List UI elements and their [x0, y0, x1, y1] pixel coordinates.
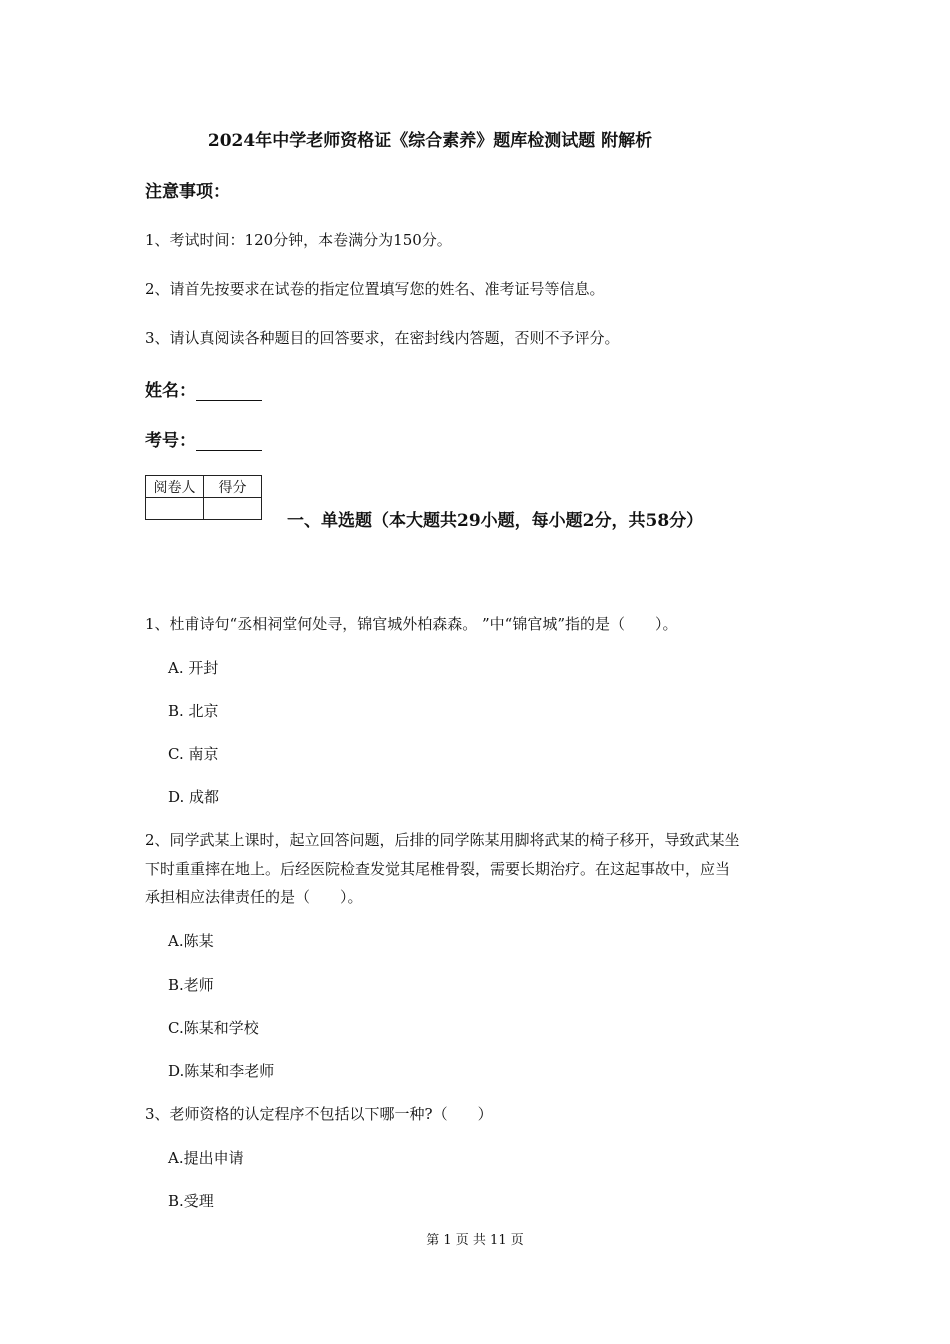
question-2-option-d: D.陈某和李老师: [168, 1062, 275, 1080]
question-2-text-line-2: 下时重重摔在地上。后经医院检查发觉其尾椎骨裂，需要长期治疗。在这起事故中，应当: [145, 860, 731, 878]
question-1-option-c: C. 南京: [168, 745, 219, 763]
id-blank: [196, 434, 262, 451]
notice-item-3: 3、请认真阅读各种题目的回答要求，在密封线内答题，否则不予评分。: [145, 329, 620, 347]
question-3-option-a: A.提出申请: [168, 1149, 244, 1167]
name-blank: [196, 384, 262, 401]
score-cell: [204, 498, 262, 520]
question-3-text: 3、老师资格的认定程序不包括以下哪一种?（ ）: [145, 1105, 493, 1123]
document-title: 2024年中学老师资格证《综合素养》题库检测试题 附解析: [207, 131, 653, 151]
question-1-option-b: B. 北京: [168, 702, 219, 720]
score-header: 得分: [204, 476, 262, 498]
question-1-option-a: A. 开封: [168, 659, 219, 677]
page-footer: 第 1 页 共 11 页: [426, 1233, 524, 1248]
question-1-text: 1、杜甫诗句“丞相祠堂何处寻，锦官城外柏森森。 ”中“锦官城”指的是（ ）。: [145, 615, 678, 633]
question-3-option-b: B.受理: [168, 1192, 214, 1210]
section-title: 一、单选题（本大题共29小题，每小题2分，共58分）: [287, 511, 704, 531]
notice-item-2: 2、请首先按要求在试卷的指定位置填写您的姓名、准考证号等信息。: [145, 280, 605, 298]
question-2-text-line-1: 2、同学武某上课时，起立回答问题，后排的同学陈某用脚将武某的椅子移开，导致武某坐: [145, 831, 740, 849]
reviewer-cell: [146, 498, 204, 520]
reviewer-header: 阅卷人: [146, 476, 204, 498]
notice-item-1: 1、考试时间：120分钟，本卷满分为150分。: [145, 231, 452, 249]
notice-heading: 注意事项：: [145, 182, 230, 202]
question-2-text-line-3: 承担相应法律责任的是（ ）。: [145, 888, 363, 906]
score-table: [145, 475, 262, 520]
id-field: [145, 426, 262, 451]
question-1-option-d: D. 成都: [168, 788, 220, 806]
question-2-option-b: B.老师: [168, 976, 214, 994]
id-label: 考号：: [145, 431, 196, 451]
name-field: [145, 376, 262, 401]
name-label: 姓名：: [145, 381, 196, 401]
question-2-option-c: C.陈某和学校: [168, 1019, 259, 1037]
question-2-option-a: A.陈某: [168, 932, 214, 950]
